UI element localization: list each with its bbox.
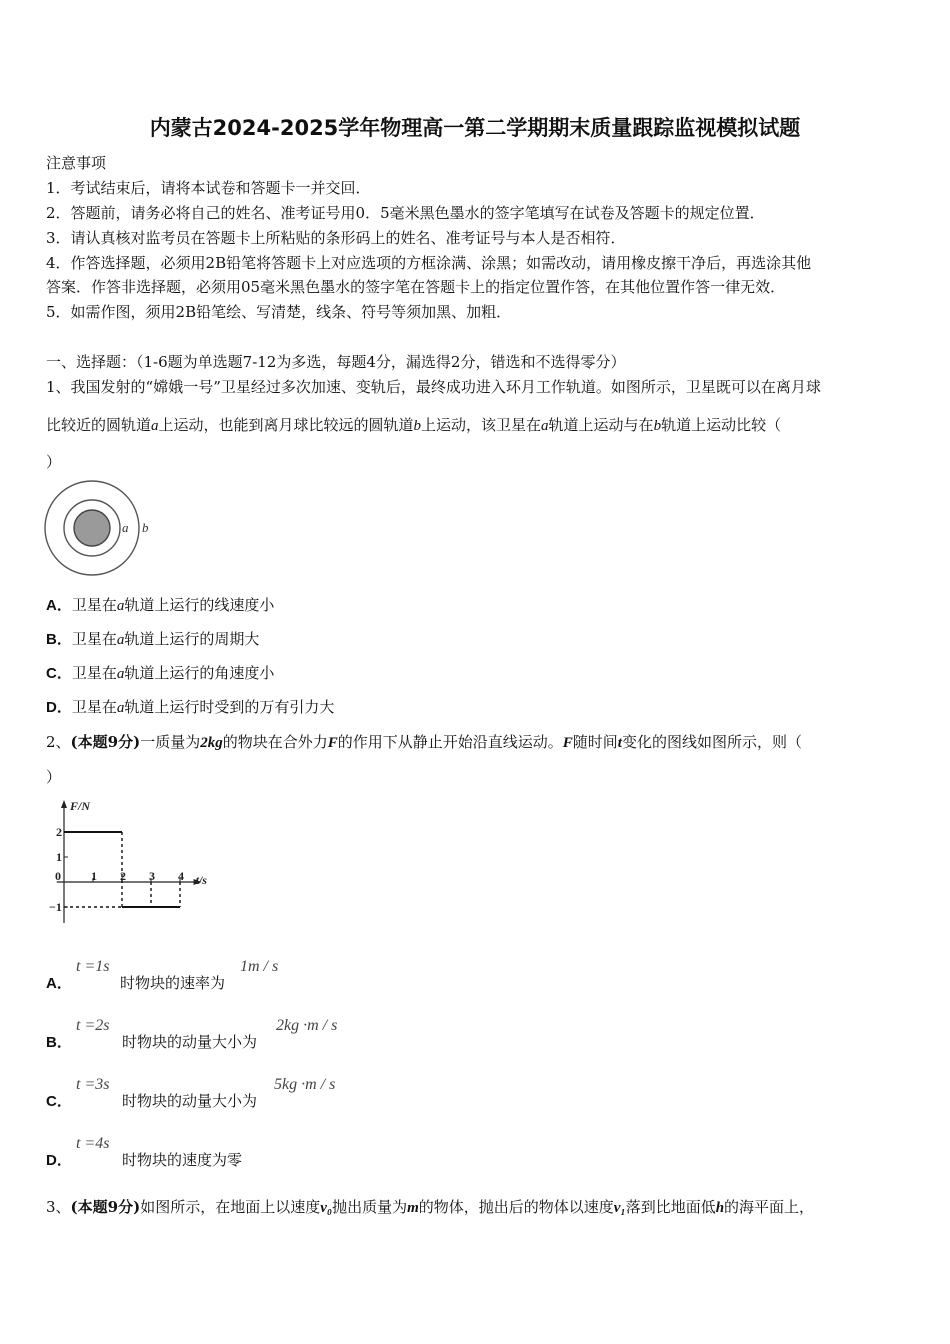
page-title: 内蒙古2024-2025学年物理高一第二学期期末质量跟踪监视模拟试题 <box>149 116 801 140</box>
note-item: 3．请认真核对监考员在答题卡上所粘贴的条形码上的姓名、准考证号与本人是否相符． <box>46 229 626 247</box>
math-expr: 1m / s <box>240 958 279 975</box>
q2-option-a[interactable]: A． t =1s 时物块的速率为 1m / s <box>46 958 279 992</box>
y-tick-label: −1 <box>49 900 62 914</box>
y-tick-label: 2 <box>56 825 62 839</box>
x-tick-label: 2 <box>120 869 126 883</box>
q2-option-b[interactable]: B． t =2s 时物块的动量大小为 2kg ·m / s <box>46 1017 338 1051</box>
moon <box>74 510 110 546</box>
note-item: 2．答题前，请务必将自己的姓名、准考证号用0．5毫米黑色墨水的签字笔填写在试卷及答题卡的规定位置． <box>46 204 765 222</box>
math-expr: t =3s <box>76 1076 110 1093</box>
section-heading: 一、选择题：（1-6题为单选题7-12为多选，每题4分，漏选得2分，错选和不选得零分） <box>46 353 626 371</box>
math-expr: t =4s <box>76 1135 110 1152</box>
note-item: 答案．作答非选择题，必须用05毫米黑色墨水的签字笔在答题卡上的指定位置作答，在其他位置作答一律无效． <box>46 278 786 296</box>
x-axis-label: t/s <box>195 873 207 887</box>
q1-option-d[interactable]: D．卫星在a轨道上运行时受到的万有引力大 <box>46 698 335 716</box>
q2-option-c[interactable]: C． t =3s 时物块的动量大小为 5kg ·m / s <box>46 1076 336 1110</box>
var-b: b <box>653 418 662 434</box>
q1-stem-line2: 比较近的圆轨道a上运动，也能到离月球比较远的圆轨道b上运动，该卫星在a轨道上运动与在b轨道上运动比较（ <box>46 416 782 434</box>
q1-option-c[interactable]: C．卫星在a轨道上运行的角速度小 <box>46 664 275 682</box>
y-axis-label: F/N <box>70 799 91 813</box>
x-tick-label: 0 <box>55 869 61 883</box>
var-b: b <box>413 418 422 434</box>
x-tick-label: 4 <box>178 869 184 883</box>
q2-stem-line1: 2、(本题9分)一质量为2kg的物块在合外力F的作用下从静止开始沿直线运动。F随时间t变化的图线如图所示，则（ <box>46 733 802 751</box>
orbit-figure <box>44 478 164 578</box>
y-axis-arrow <box>61 800 67 808</box>
note-item: 5．如需作图，须用2B铅笔绘、写清楚，线条、符号等须加黑、加粗． <box>46 303 512 321</box>
q1-option-b[interactable]: B．卫星在a轨道上运行的周期大 <box>46 630 260 648</box>
notes-heading: 注意事项 <box>46 154 107 172</box>
q3-stem-line1: 3、(本题9分)如图所示，在地面上以速度v₀抛出质量为m的物体，抛出后的物体以速度v₁落到比地面低h的海平面上， <box>46 1198 815 1216</box>
x-tick-label: 1 <box>91 869 97 883</box>
q2-option-d[interactable]: D． t =4s 时物块的速度为零 <box>46 1135 243 1169</box>
math-expr: t =1s <box>76 958 110 975</box>
note-item: 1．考试结束后，请将本试卷和答题卡一并交回． <box>46 179 371 197</box>
var-a: a <box>151 418 159 434</box>
orbit-label-a: a <box>122 520 129 535</box>
q2-stem-line2: ） <box>46 768 62 786</box>
q1-option-a[interactable]: A．卫星在a轨道上运行的线速度小 <box>46 596 275 614</box>
math-expr: 2kg ·m / s <box>276 1017 338 1034</box>
math-expr: t =2s <box>76 1017 110 1034</box>
force-time-chart <box>44 798 244 923</box>
q1-stem-line3: ） <box>46 453 62 471</box>
note-item: 4．作答选择题，必须用2B铅笔将答题卡上对应选项的方框涂满、涂黑；如需改动，请用橡皮擦干净后，再选涂其他 <box>46 254 812 272</box>
y-tick-label: 1 <box>56 850 62 864</box>
orbit-label-b: b <box>142 520 149 535</box>
math-expr: 5kg ·m / s <box>274 1076 336 1093</box>
var-a: a <box>541 418 549 434</box>
q1-stem-line1: 1、我国发射的“嫦娥一号”卫星经过多次加速、变轨后，最终成功进入环月工作轨道。如图所示，卫星既可以在离月球 <box>46 378 821 396</box>
x-tick-label: 3 <box>149 869 155 883</box>
